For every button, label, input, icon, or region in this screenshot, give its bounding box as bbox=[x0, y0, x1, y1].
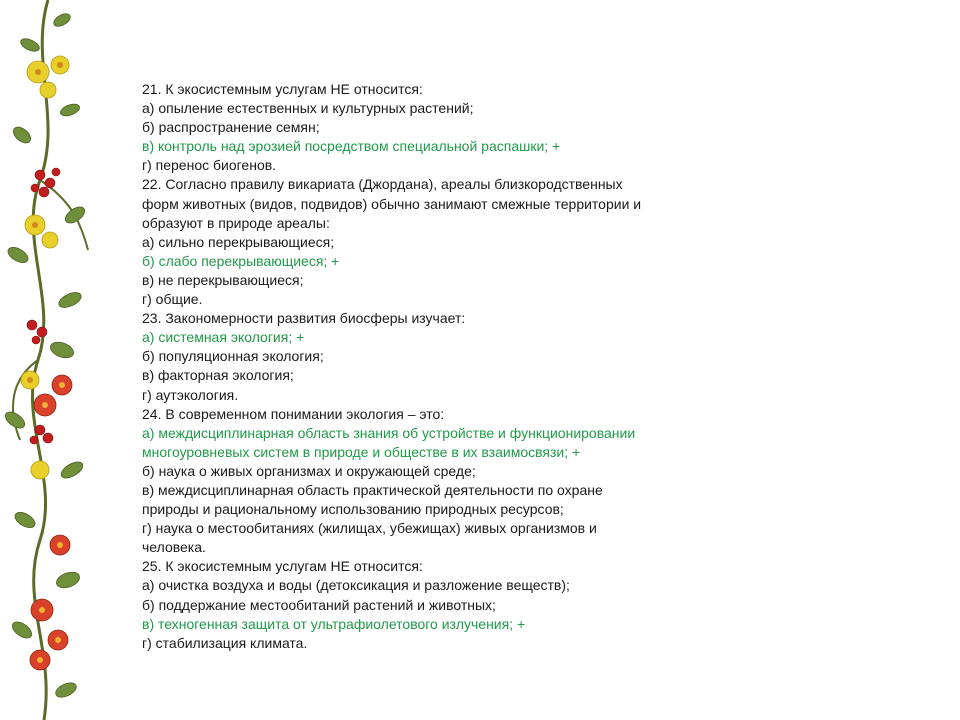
text-line: 23. Закономерности развития биосферы изучает: bbox=[142, 310, 466, 327]
slide-body-text bbox=[142, 80, 742, 653]
text-line: природы и рациональному использованию природных ресурсов; bbox=[142, 501, 564, 518]
flower-vine-border bbox=[0, 0, 95, 720]
text-line: г) наука о местообитаниях (жилищах, убежищах) живых организмов и bbox=[142, 520, 597, 537]
text-line: а) опыление естественных и культурных растений; bbox=[142, 100, 474, 117]
text-line: в) факторная экология; bbox=[142, 367, 294, 384]
text-line: а) сильно перекрывающиеся; bbox=[142, 233, 335, 250]
text-line: 24. В современном понимании экология – это: bbox=[142, 405, 445, 422]
text-line: г) перенос биогенов. bbox=[142, 157, 277, 174]
text-line: б) распространение семян; bbox=[142, 119, 320, 136]
text-line: б) популяционная экология; bbox=[142, 348, 324, 365]
text-line: в) междисциплинарная область практической деятельности по охране bbox=[142, 481, 603, 498]
correct-answer-line: многоуровневых систем в природе и обществе в их взаимосвязи; + bbox=[142, 443, 581, 460]
text-line: б) поддержание местообитаний растений и животных; bbox=[142, 596, 496, 613]
correct-answer-line: б) слабо перекрывающиеся; + bbox=[142, 252, 340, 269]
text-line: человека. bbox=[142, 539, 206, 556]
text-line: форм животных (видов, подвидов) обычно занимают смежные территории и bbox=[142, 195, 642, 212]
text-line: а) очистка воздуха и воды (детоксикация и разложение веществ); bbox=[142, 577, 570, 594]
text-line: г) аутэкология. bbox=[142, 386, 239, 403]
text-line: г) стабилизация климата. bbox=[142, 634, 308, 651]
text-line: 22. Согласно правилу викариата (Джордана), ареалы близкородственных bbox=[142, 176, 623, 193]
correct-answer-line: а) системная экология; + bbox=[142, 329, 305, 346]
text-line: в) не перекрывающиеся; bbox=[142, 271, 304, 288]
correct-answer-line: в) контроль над эрозией посредством специальной распашки; + bbox=[142, 138, 561, 155]
correct-answer-line: а) междисциплинарная область знания об устройстве и функционировании bbox=[142, 424, 636, 441]
text-line: 21. К экосистемным услугам НЕ относится: bbox=[142, 81, 423, 97]
text-line: 25. К экосистемным услугам НЕ относится: bbox=[142, 558, 423, 575]
text-line: г) общие. bbox=[142, 291, 203, 308]
text-line: образуют в природе ареалы: bbox=[142, 214, 330, 231]
text-line: б) наука о живых организмах и окружающей среде; bbox=[142, 462, 476, 479]
correct-answer-line: в) техногенная защита от ультрафиолетового излучения; + bbox=[142, 615, 526, 632]
